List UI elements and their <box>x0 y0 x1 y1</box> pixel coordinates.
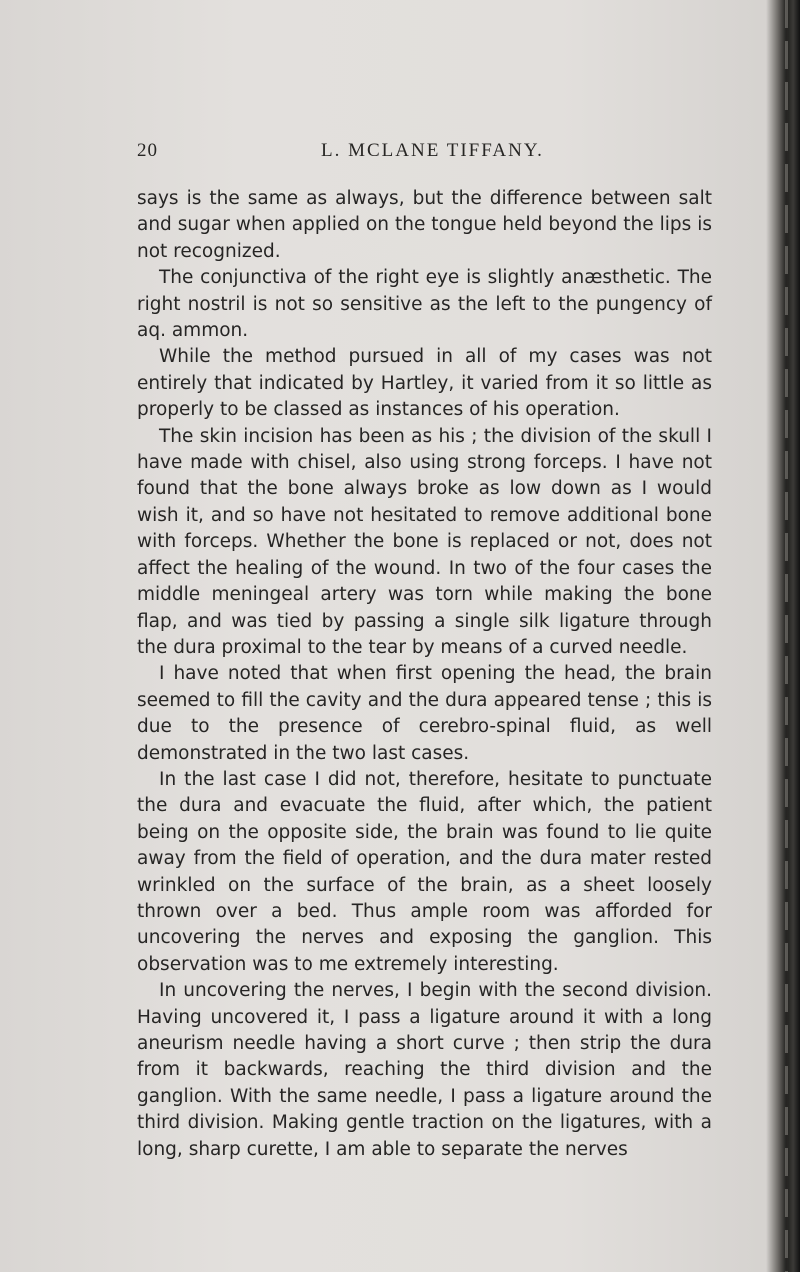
page-header <box>137 140 712 168</box>
paragraph: I have noted that when first opening the head, the brain seemed to fill the cavity and the dura appeared tense ; this is due to the presence of cerebro-spinal fluid, as well demonstrated in the two last cases. <box>137 663 712 764</box>
page-edge-shadow <box>766 0 800 1272</box>
running-head: L. MCLANE TIFFANY. <box>321 140 544 161</box>
page-edge-streak <box>785 0 788 1272</box>
paragraph: In uncovering the nerves, I begin with the second division. Having uncovered it, I pass a ligature around it with a long aneurism needle having a short curve ; then strip the dura from it backwards, reaching the third division and the ganglion. With the same needle, I pass a ligature around the third division. Making gentle traction on the ligatures, with a long, sharp curette, I am able to separate the nerves <box>137 980 712 1160</box>
page-number: 20 <box>137 140 158 161</box>
paragraph: The conjunctiva of the right eye is slightly anæsthetic. The right nostril is not so sensitive as the left to the pungency of aq. ammon. <box>137 267 712 342</box>
paragraph: While the method pursued in all of my cases was not entirely that indicated by Hartley, it varied from it so little as properly to be classed as instances of his operation. <box>137 346 712 421</box>
body-text <box>137 186 712 1163</box>
paragraph: In the last case I did not, therefore, hesitate to punctuate the dura and evacuate the fluid, after which, the patient being on the opposite side, the brain was found to lie quite away from the field of operation, and the dura mater rested wrinkled on the surface of the brain, as a sheet loosely thrown over a bed. Thus ample room was afforded for uncovering the nerves and exposing the ganglion. This observation was to me extremely interesting. <box>137 768 712 975</box>
paragraph: says is the same as always, but the difference between salt and sugar when applied on the tongue held beyond the lips is not recognized. <box>137 188 712 262</box>
paragraph: The skin incision has been as his ; the division of the skull I have made with chisel, also using strong forceps. I have not found that the bone always broke as low down as I would wish it, and so have not hesitated to remove additional bone with forceps. Whether the bone is replaced or not, does not affect the healing of the wound. In two of the four cases the middle meningeal artery was torn while making the bone flap, and was tied by passing a single silk ligature through the dura proximal to the tear by means of a curved needle. <box>137 425 712 658</box>
